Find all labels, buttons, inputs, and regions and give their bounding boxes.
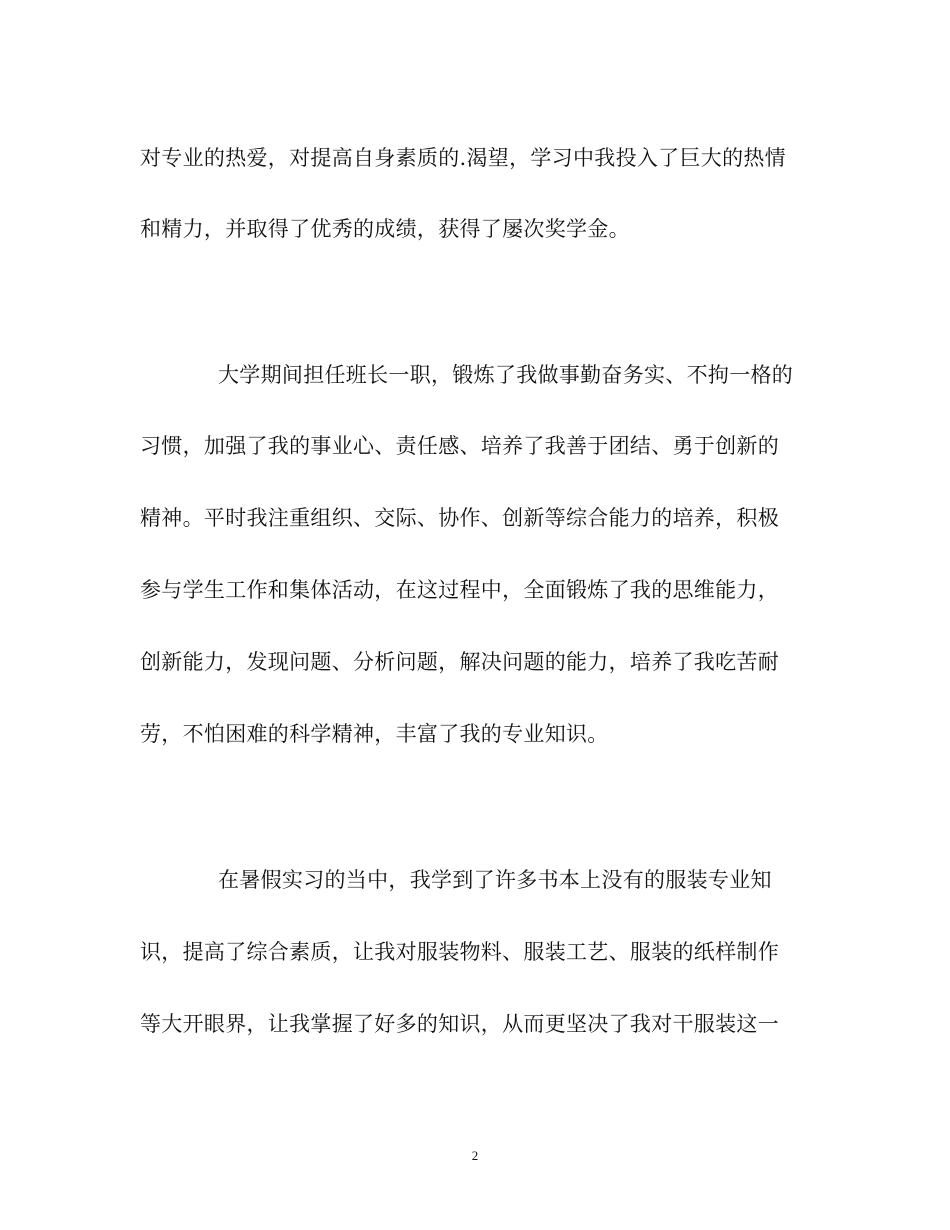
text-line: 习惯，加强了我的事业心、责任感、培养了我善于团结、勇于创新的 (140, 434, 779, 458)
page-number: 2 (471, 1148, 479, 1163)
text-line: 对专业的热爱，对提高自身素质的.渴望，学习中我投入了巨大的热情 (140, 146, 786, 170)
text-line: 和精力，并取得了优秀的成绩，获得了屡次奖学金。 (140, 217, 630, 241)
text-line: 创新能力，发现问题、分析问题，解决问题的能力，培养了我吃苦耐 (140, 650, 779, 674)
text-line: 等大开眼界，让我掌握了好多的知识，从而更坚决了我对干服装这一 (140, 1012, 779, 1036)
text-line: 在暑假实习的当中，我学到了许多书本上没有的服装专业知 (218, 868, 772, 892)
text-line: 参与学生工作和集体活动，在这过程中，全面锻炼了我的思维能力， (140, 578, 779, 602)
text-line: 劳，不怕困难的科学精神，丰富了我的专业知识。 (140, 722, 609, 746)
text-line: 识，提高了综合素质，让我对服装物料、服装工艺、服装的纸样制作 (140, 940, 779, 964)
text-line: 大学期间担任班长一职，锻炼了我做事勤奋务实、不拘一格的 (218, 363, 794, 387)
text-line: 精神。平时我注重组织、交际、协作、创新等综合能力的培养，积极 (140, 506, 779, 530)
